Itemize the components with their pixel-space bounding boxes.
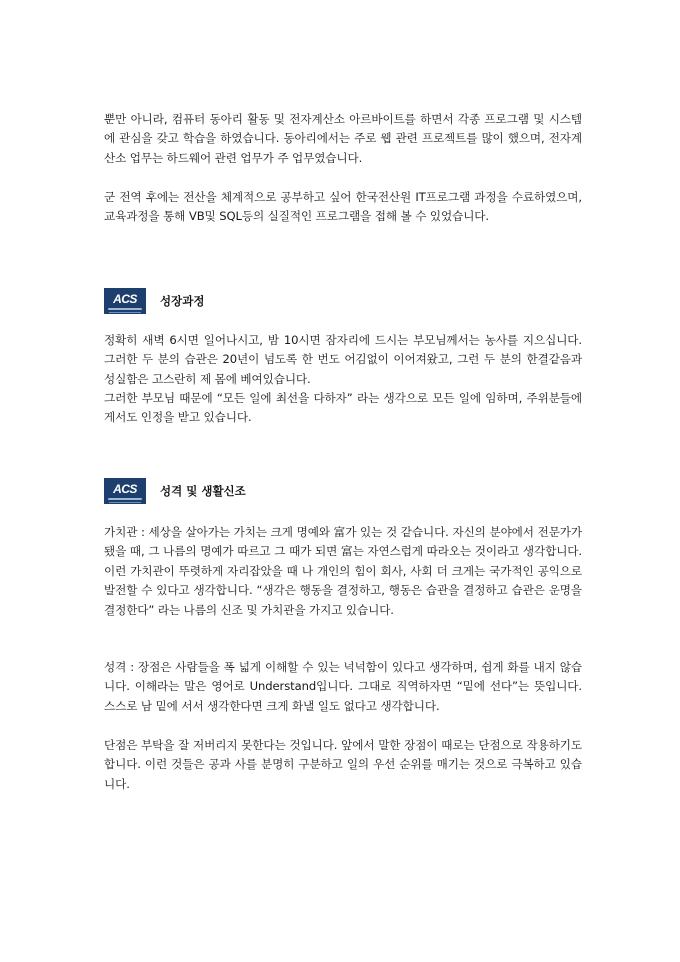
section-title: 성격 및 생활신조 [160,484,246,498]
intro-paragraph-1: 뿐만 아니라, 컴퓨터 동아리 활동 및 전자계산소 아르바이트를 하면서 각종 프로그램 및 시스템에 관심을 갖고 학습을 하였습니다. 동아리에서는 주로 웹 관련 프로젝트를 많이 했으며, 전자계산소 업무는 하드웨어 관련 업무가 주 업무였습니다. [104,112,582,165]
values-paragraph: 가치관 : 세상을 살아가는 가치는 크게 명예와 富가 있는 것 같습니다. 자신의 분야에서 전문가가 됐을 때, 그 나름의 명예가 따르고 그 때가 되면 富는 자연스럽게 따라오는 것이라고 생각합니다. 이런 가치관이 뚜렷하게 자리잡았을 때 나 개인의 힘이 회사, 사회 더 크게는 국가적인 공익으로 발전할 수 있다고 생각합니다. “생각은 행동을 결정하고, 행동은 습관을 결정하고 습관은 운명을 결정한다” 라는 나름의 신조 및 가치관을 가지고 있습니다. [104,525,582,617]
acs-logo-icon: ACS [104,288,146,314]
intro-paragraph-2: 군 전역 후에는 전산을 체계적으로 공부하고 싶어 한국전산원 IT프로그램 과정을 수료하였으며, 교육과정을 통해 VB및 SQL등의 실질적인 프로그램을 접해 볼 수 있었습니다. [104,190,582,224]
section-heading-growth [104,288,204,314]
acs-logo-icon: ACS [104,478,146,504]
growth-paragraph-1: 정확히 새벽 6시면 일어나시고, 밤 10시면 잠자리에 드시는 부모님께서는 농사를 지으십니다. 그러한 두 분의 습관은 20년이 넘도록 한 번도 어김없이 이어져왔고, 그런 두 분의 한결같음과 성실함은 고스란히 제 몸에 베여있습니다. [104,333,582,386]
section-heading-personality [104,478,246,504]
weakness-paragraph: 단점은 부탁을 잘 저버리지 못한다는 것입니다. 앞에서 말한 장점이 때로는 단점으로 작용하기도 합니다. 이런 것들은 공과 사를 분명히 구분하고 일의 우선 순위를 매기는 것으로 극복하고 있습니다. [104,738,582,791]
growth-paragraph-2: 그러한 부모님 때문에 “모든 일에 최선을 다하자” 라는 생각으로 모든 일에 임하며, 주위분들에게서도 인정을 받고 있습니다. [104,391,582,425]
personality-paragraph: 성격 : 장점은 사람들을 폭 넓게 이해할 수 있는 넉넉함이 있다고 생각하며, 쉽게 화를 내지 않습니다. 이해라는 말은 영어로 Understand입니다. 그대로 직역하자면 “밑에 선다”는 뜻입니다. 스스로 남 밑에 서서 생각한다면 크게 화낼 일도 없다고 생각합니다. [104,660,582,713]
section-title: 성장과정 [160,294,205,308]
